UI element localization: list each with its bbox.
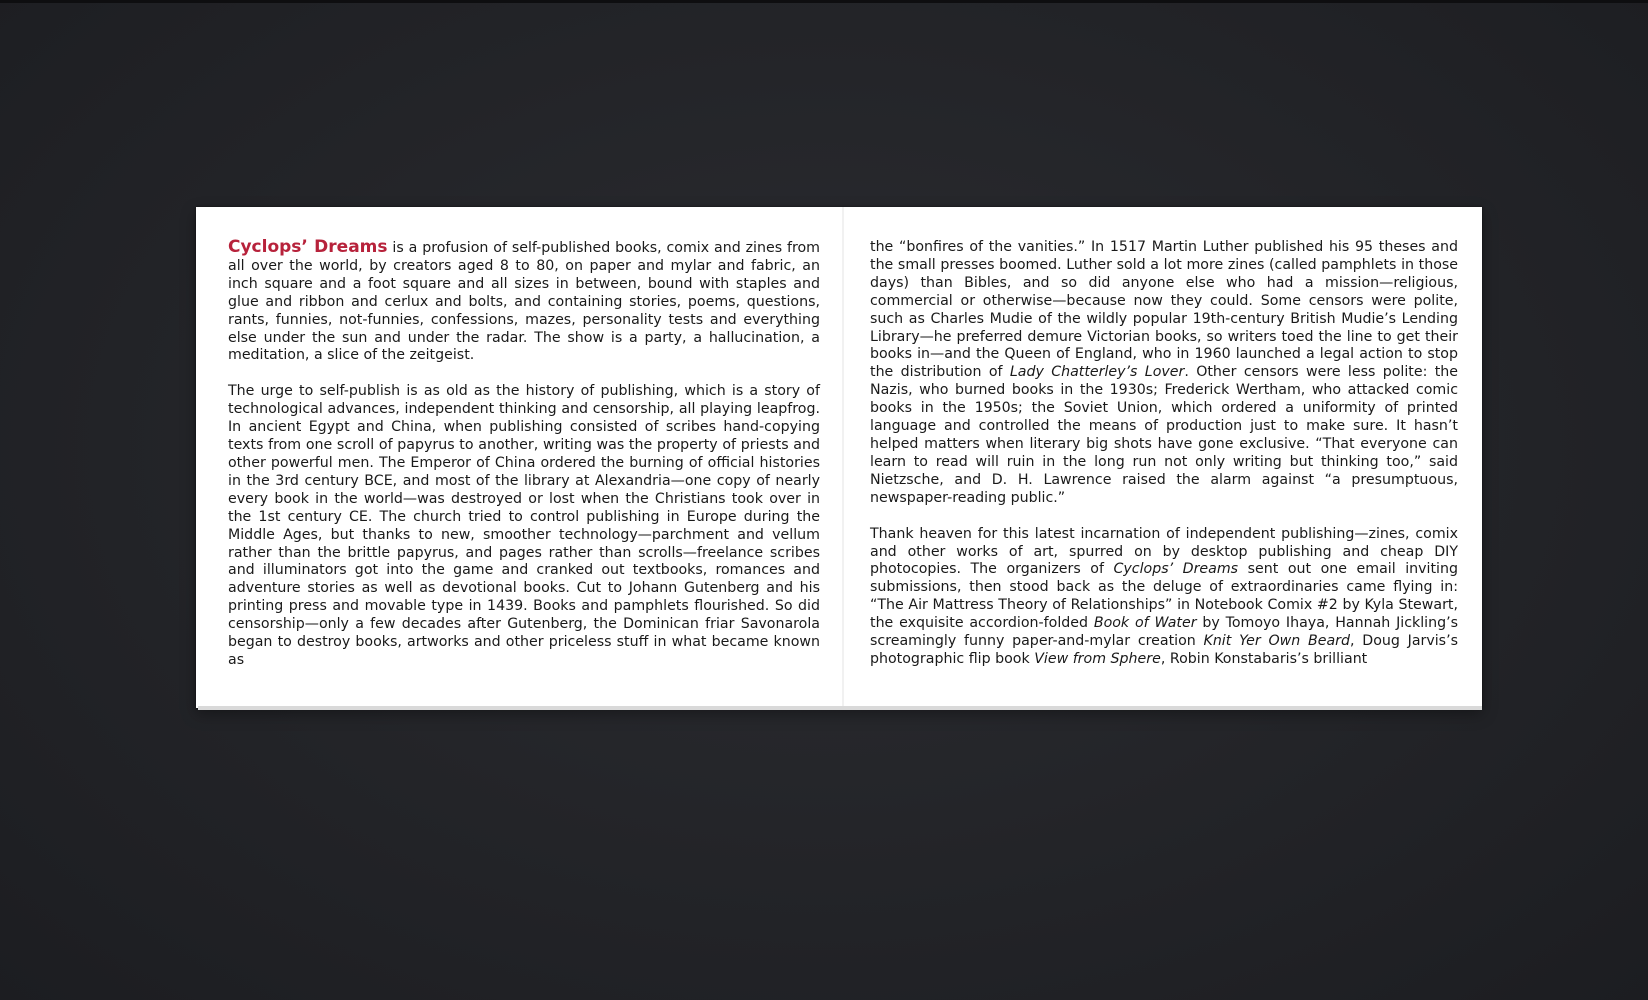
right-page <box>870 239 1458 687</box>
scan-edge <box>0 0 1648 3</box>
thanks-text-a: Thank heaven for this latest incarnation of independent publishing—zines, comix and other works of art, spurred on by desktop publishing and cheap DIY photocopies. The organizers of <box>870 525 1458 578</box>
book-title-lady-chatterley: Lady Chatterley’s Lover <box>1009 364 1185 381</box>
censorship-paragraph <box>870 239 1458 508</box>
title-cyclops-dreams: Cyclops’ Dreams <box>228 237 388 257</box>
title-knit-yer-own-beard: Knit Yer Own Beard <box>1203 633 1351 650</box>
intro-text: is a profusion of self-published books, comix and zines from all over the world, by creators aged 8 to 80, on paper and mylar and fabric, an inch square and a foot square and all sizes in between, bound with staples and glue and ribbon and cerlux and bolts, and containing stories, poems, questions, rants, funnies, not-funnies, confessions, mazes, personality tests and everything else under the sun and under the radar. The show is a party, a hallucination, a meditation, a slice of the zeitgeist. <box>228 240 820 364</box>
thank-heaven-paragraph <box>870 526 1458 669</box>
title-view-from-sphere: View from Sphere <box>1034 650 1161 667</box>
intro-paragraph <box>228 239 820 365</box>
left-page <box>228 239 820 688</box>
censorship-text-a: the “bonfires of the vanities.” In 1517 Martin Luther published his 95 theses and the small presses boomed. Luther sold a lot more zines (called pamphlets in those days) than Bibles, and so did anyone else who had a mission—religious, commercial or otherwise—because now they could. Some censors were polite, such as Charles Mudie of the wildly popular 19th-century British Mudie’s Lending Library—he preferred demure Victorian books, so writers toed the line to get their books in—and the Queen of England, who in 1960 launched a legal action to stop the distribution of <box>870 239 1458 381</box>
open-booklet <box>196 207 1482 708</box>
history-paragraph: The urge to self-publish is as old as the history of publishing, which is a story of technological advances, independent thinking and censorship, all playing leapfrog. In ancient Egypt and China, when publishing consisted of scribes hand-copying texts from one scroll of papyrus to another, writing was the property of priests and other powerful men. The Emperor of China ordered the burning of official histories in the 3rd century BCE, and most of the library at Alexandria—one copy of nearly every book in the world—was destroyed or lost when the Christians took over in the 1st century CE. The church tried to control publishing in Europe during the Middle Ages, but thanks to new, smoother technology—parchment and vellum rather than the brittle papyrus, and pages rather than scrolls—freelance scribes and illuminators got into the game and cranked out textbooks, romances and adventure stories as well as devotional books. Cut to Johann Gutenberg and his printing press and movable type in 1439. Books and pamphlets flourished. So did censorship—only a few decades after Gutenberg, the Dominican friar Savonarola began to destroy books, artworks and other priceless stuff in what became known as <box>228 383 820 668</box>
thanks-text-d: , Doug Jarvis’s photographic flip book <box>870 633 1458 667</box>
thanks-text-c: by Tomoyo Ihaya, Hannah Jickling’s screamingly funny paper-and-mylar creation <box>870 615 1458 650</box>
title-book-of-water: Book of Water <box>1093 615 1197 632</box>
title-cyclops-dreams-italic: Cyclops’ Dreams <box>1113 561 1239 578</box>
thanks-text-b: sent out one email inviting submissions, then stood back as the deluge of extraordinaries came flying in: “The Air Mattress Theory of Relationships” in Notebook Comix #2 by Kyla Stewart, the exquisite accordion-folded <box>870 561 1458 632</box>
censorship-text-b: . Other censors were less polite: the Nazis, who burned books in the 1930s; Frederick Wertham, who attacked comic books in the 1950s; the Soviet Union, which ordered a uniformity of printed language and controlled the means of production just to make sure. It hasn’t helped matters when literary big shots have gone exclusive. “That everyone can learn to read will ruin in the long run not only writing but thinking too,” said Nietzsche, and D. H. Lawrence raised the alarm against “a presumptuous, newspaper-reading public.” <box>870 364 1458 506</box>
booklet-gutter <box>842 207 844 708</box>
thanks-text-e: , Robin Konstabaris’s brilliant <box>1160 650 1368 667</box>
booklet-edge <box>198 706 1482 710</box>
